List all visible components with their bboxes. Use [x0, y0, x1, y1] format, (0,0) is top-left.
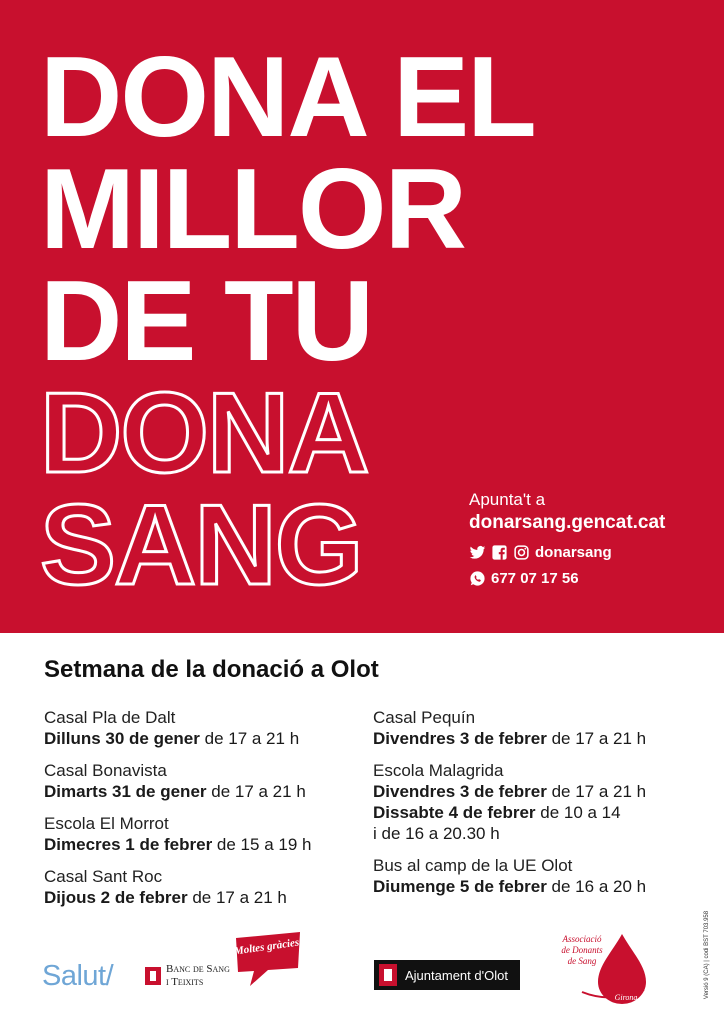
venue-hours: de 17 a 21 h	[187, 888, 287, 907]
venue-date: Dijous 2 de febrer	[44, 888, 188, 907]
banc-line-1: Banc de Sang	[166, 963, 230, 975]
banc-line-2: i Teixits	[166, 976, 204, 988]
venue-hours: de 17 a 21 h	[206, 782, 306, 801]
headline	[40, 34, 535, 609]
headline-line-4-outline: DONA	[40, 370, 368, 497]
adsg-line-1: Associació	[562, 934, 602, 944]
contact-intro: Apunta't a	[469, 490, 546, 509]
whatsapp-icon	[469, 570, 486, 587]
olot-shield-icon	[379, 964, 397, 986]
venue-name: Casal Pla de Dalt	[44, 708, 176, 727]
venue-date: Divendres 3 de febrer	[373, 729, 547, 748]
moltes-gracies-text: Moltes gràcies	[233, 936, 300, 958]
venue-name: Casal Sant Roc	[44, 867, 163, 886]
schedule-right-column	[373, 707, 703, 908]
schedule-entry	[44, 813, 362, 855]
venue-name: Escola El Morrot	[44, 814, 169, 833]
sponsor-logos	[0, 925, 724, 1024]
venue-time-2	[373, 802, 703, 823]
venue-hours: de 16 a 20 h	[546, 877, 647, 896]
venue-hours-2: de 10 a 14	[535, 803, 621, 822]
social-row	[469, 544, 665, 561]
venue-hours: de 17 a 21 h	[199, 729, 300, 748]
headline-line-1: DONA EL	[40, 34, 535, 161]
venue-date: Dilluns 30 de gener	[44, 729, 200, 748]
venue-name: Bus al camp de la UE Olot	[373, 856, 573, 875]
schedule-entry	[373, 760, 703, 844]
adsg-girona: Girona	[614, 993, 638, 1002]
venue-hours-continued: i de 16 a 20.30 h	[373, 824, 500, 843]
schedule-entry	[44, 760, 362, 802]
ajuntament-text: Ajuntament d'Olot	[405, 967, 508, 983]
social-handle[interactable]: donarsang	[535, 544, 612, 561]
instagram-icon[interactable]	[513, 544, 530, 561]
schedule-left-column	[44, 707, 362, 919]
twitter-icon[interactable]	[469, 544, 486, 561]
schedule-entry	[373, 855, 703, 897]
venue-time	[44, 887, 362, 908]
schedule-entry	[373, 707, 703, 749]
facebook-icon[interactable]	[491, 544, 508, 561]
venue-hours: de 15 a 19 h	[212, 835, 312, 854]
headline-line-3: DE TU	[40, 258, 372, 385]
venue-date: Divendres 3 de febrer	[373, 782, 547, 801]
venue-time	[373, 876, 703, 897]
venue-time	[373, 728, 703, 749]
schedule-entry	[44, 866, 362, 908]
contact-block	[469, 490, 665, 587]
version-text: Versió 9 (CA) | codi BST 703.958	[704, 910, 710, 1000]
venue-hours: de 17 a 21 h	[546, 729, 647, 748]
venue-time	[373, 781, 703, 802]
adsg-line-2: de Donants	[561, 945, 603, 955]
banc-de-sang-mark-icon	[145, 967, 161, 985]
headline-line-2: MILLOR	[40, 146, 465, 273]
headline-line-5-outline: SANG	[40, 482, 362, 609]
adsg-line-3: de Sang	[567, 956, 597, 966]
venue-time	[44, 781, 362, 802]
venue-time	[44, 728, 362, 749]
venue-time	[44, 834, 362, 855]
section-title: Setmana de la donació a Olot	[44, 656, 379, 683]
venue-name: Casal Bonavista	[44, 761, 167, 780]
venue-date: Dimecres 1 de febrer	[44, 835, 213, 854]
phone-row	[469, 570, 665, 587]
website-link[interactable]: donarsang.gencat.cat	[469, 512, 666, 533]
venue-name: Casal Pequín	[373, 708, 476, 727]
venue-name: Escola Malagrida	[373, 761, 504, 780]
associacio-donants-logo	[552, 930, 652, 1005]
moltes-gracies-badge	[228, 930, 306, 988]
schedule-entry	[44, 707, 362, 749]
adsg-text	[552, 934, 612, 967]
phone-number[interactable]: 677 07 17 56	[491, 570, 579, 587]
venue-hours: de 17 a 21 h	[546, 782, 647, 801]
venue-date: Diumenge 5 de febrer	[373, 877, 547, 896]
banc-de-sang-text	[166, 963, 230, 989]
venue-date: Dimarts 31 de gener	[44, 782, 207, 801]
venue-date-2: Dissabte 4 de febrer	[373, 803, 536, 822]
version-code	[700, 895, 714, 1015]
salut-logo: Salut/	[42, 960, 114, 992]
banc-de-sang-logo	[145, 963, 230, 989]
ajuntament-olot-logo	[374, 960, 520, 990]
